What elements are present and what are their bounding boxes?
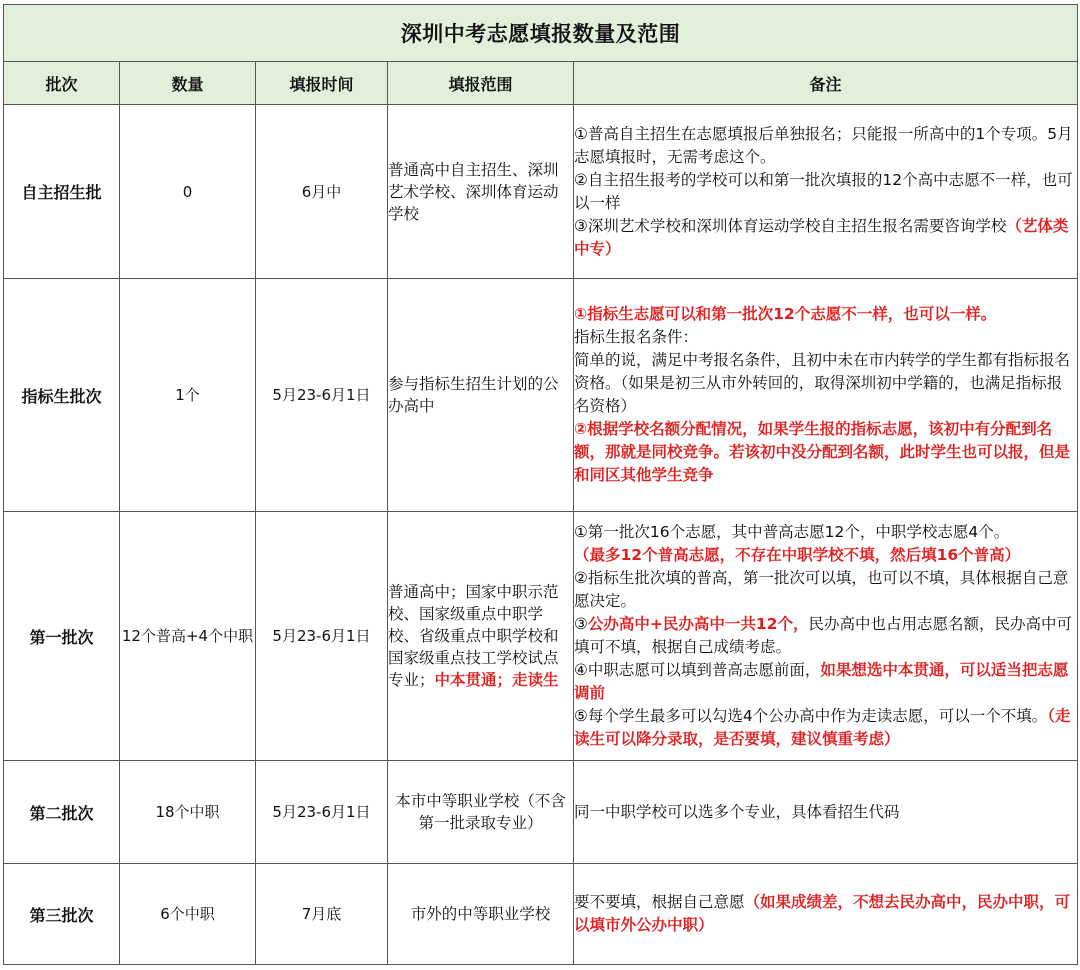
volunteer-table <box>3 4 1078 965</box>
notes-cell <box>574 761 1078 864</box>
table-row <box>4 105 1078 279</box>
batch-cell: 自主招生批 <box>4 105 120 279</box>
note-text: ②指标生批次填的普高，第一批次可以填，也可以不填，具体根据自己意愿决定。 <box>574 569 1069 610</box>
count-cell: 12个普高+4个中职 <box>120 512 256 761</box>
note-text: ②自主招生报考的学校可以和第一批次填报的12个高中志愿不一样，也可以一样 <box>574 170 1073 212</box>
time-cell: 5月23-6月1日 <box>256 279 388 512</box>
batch-cell: 第三批次 <box>4 864 120 965</box>
batch-cell: 指标生批次 <box>4 279 120 512</box>
scope-cell <box>388 761 574 864</box>
note-text: 要不要填，根据自己意愿 <box>574 893 745 911</box>
note-text: ③深圳艺术学校和深圳体育运动学校自主招生报名需要咨询学校 <box>574 216 1007 235</box>
note-text-highlight: （最多12个普高志愿，不存在中职学校不填，然后填16个普高） <box>574 546 1021 564</box>
note-text: ①第一批次16个志愿，其中普高志愿12个，中职学校志愿4个。 <box>574 523 1010 541</box>
note-text-highlight: 公办高中+民办高中一共12个， <box>587 615 809 633</box>
scope-text-highlight: 中本贯通；走读生 <box>434 671 559 689</box>
scope-cell <box>388 279 574 512</box>
scope-cell <box>388 512 574 761</box>
time-cell: 5月23-6月1日 <box>256 761 388 864</box>
note-text: 同一中职学校可以选多个专业，具体看招生代码 <box>574 802 900 821</box>
time-cell: 6月中 <box>256 105 388 279</box>
note-text: ①普高自主招生在志愿填报后单独报名；只能报一所高中的1个专项。5月志愿填报时，无需考虑这个。 <box>574 124 1073 166</box>
table-row <box>4 279 1078 512</box>
scope-text: 市外的中等职业学校 <box>410 905 551 923</box>
batch-cell: 第一批次 <box>4 512 120 761</box>
note-text-highlight: （艺体类中专） <box>574 216 1069 258</box>
count-cell: 18个中职 <box>120 761 256 864</box>
scope-text: 普通高中；国家中职示范校、国家级重点中职学校、省级重点中职学校和国家级重点技工学校试点专业； <box>388 583 559 689</box>
batch-cell: 第二批次 <box>4 761 120 864</box>
scope-text: 普通高中自主招生、深圳艺术学校、深圳体育运动学校 <box>388 160 559 223</box>
notes-cell <box>574 279 1078 512</box>
notes-cell <box>574 512 1078 761</box>
note-text-highlight: ①指标生志愿可以和第一批次12个志愿不一样，也可以一样。 <box>574 305 997 323</box>
note-text: ③ <box>574 615 588 633</box>
note-text: 指标生报名条件： <box>574 328 699 346</box>
count-cell: 6个中职 <box>120 864 256 965</box>
note-text: 简单的说，满足中考报名条件，且初中未在市内转学的学生都有指标报名资格。（如果是初三从市外转回的，取得深圳初中学籍的，也满足指标报名资格） <box>574 351 1071 415</box>
time-cell: 5月23-6月1日 <box>256 512 388 761</box>
table-row <box>4 864 1078 965</box>
header-batch: 批次 <box>4 62 120 105</box>
header-notes: 备注 <box>574 62 1078 105</box>
note-text-highlight: （走读生可以降分录取，是否要填，建议慎重考虑） <box>574 707 1071 748</box>
header-time: 填报时间 <box>256 62 388 105</box>
header-row <box>4 62 1078 105</box>
note-text-highlight: ②根据学校名额分配情况，如果学生报的指标志愿，该初中有分配到名额，那就是同校竞争。若该初中没分配到名额，此时学生也可以报，但是和同区其他学生竞争 <box>574 420 1071 484</box>
note-text: ④中职志愿可以填到普高志愿前面， <box>574 661 821 679</box>
scope-text: 本市中等职业学校（不含第一批录取专业） <box>395 792 566 832</box>
table-row <box>4 512 1078 761</box>
time-cell: 7月底 <box>256 864 388 965</box>
scope-text: 参与指标生招生计划的公办高中 <box>388 375 559 415</box>
notes-cell <box>574 864 1078 965</box>
note-text: ⑤每个学生最多可以勾选4个公办高中作为走读志愿，可以一个不填。 <box>574 707 1048 725</box>
table-title: 深圳中考志愿填报数量及范围 <box>4 5 1078 62</box>
note-text-highlight: （如果成绩差，不想去民办高中，民办中职，可以填市外公办中职） <box>574 893 1071 934</box>
header-scope: 填报范围 <box>388 62 574 105</box>
notes-cell <box>574 105 1078 279</box>
note-text: 民办高中也占用志愿名额，民办高中可填可不填，根据自己成绩考虑。 <box>574 615 1072 656</box>
header-count: 数量 <box>120 62 256 105</box>
note-text-highlight: 如果想选中本贯通，可以适当把志愿调前 <box>574 661 1069 702</box>
count-cell: 1个 <box>120 279 256 512</box>
scope-cell <box>388 105 574 279</box>
scope-cell <box>388 864 574 965</box>
count-cell: 0 <box>120 105 256 279</box>
table-row <box>4 761 1078 864</box>
